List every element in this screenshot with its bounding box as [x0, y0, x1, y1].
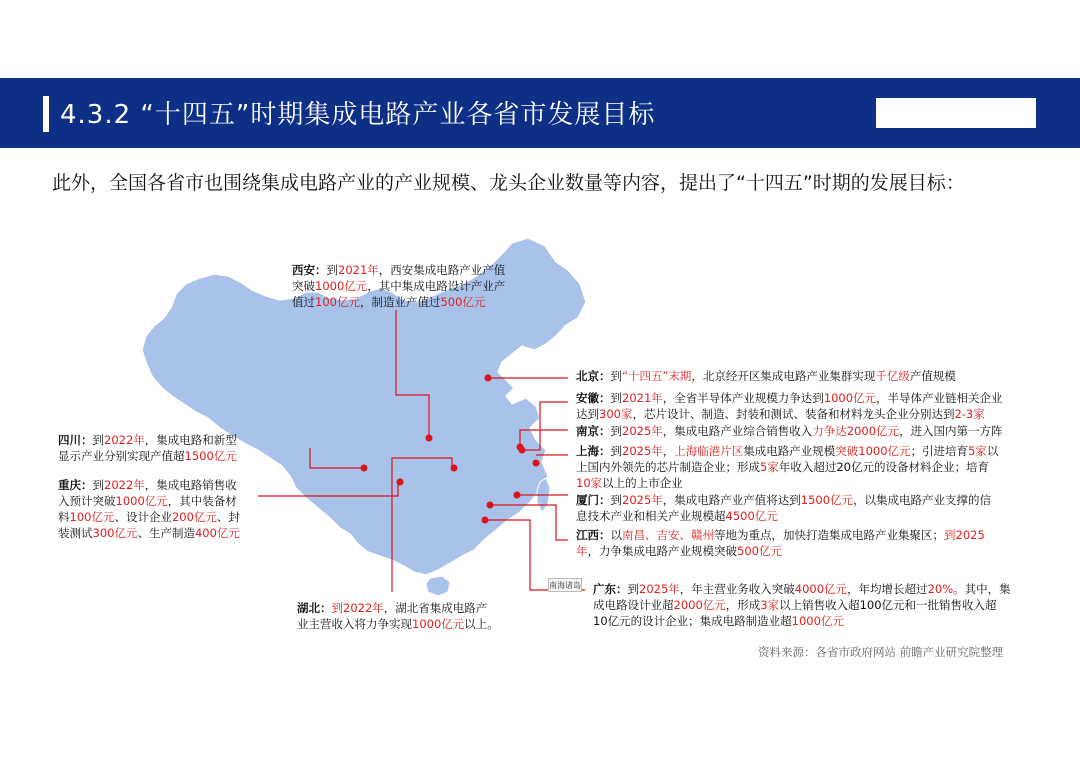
marker-jiangxi [487, 502, 494, 509]
marker-sichuan [361, 465, 368, 472]
marker-nanjing [517, 444, 524, 451]
hainan-island-shape [426, 576, 450, 596]
marker-xiamen [514, 492, 521, 499]
callout-xian: 西安：到2021年，西安集成电路产业产值 突破1000亿元，其中集成电路设计产业产 值过100亿元，制造业产值过500亿元 [292, 263, 506, 309]
marker-xian [426, 435, 433, 442]
callout-nanjing: 南京：到2025年，集成电路产业综合销售收入力争达2000亿元，进入国内第一方阵 [576, 424, 1003, 438]
callout-sichuan: 四川：到2022年，集成电路和新型 显示产业分别实现产值超1500亿元 [58, 433, 237, 463]
source-note: 资料来源：各省市政府网站 前瞻产业研究院整理 [758, 645, 1004, 659]
callout-jiangxi: 江西：以南昌、吉安、赣州等地为重点，加快打造集成电路产业集聚区；到2025 年，力争集成电路产业规模突破500亿元 [576, 528, 985, 558]
callout-guangdong: 广东：到2025年，年主营业务收入突破4000亿元，年均增长超过20%。其中，集 成电路设计业超2000亿元，形成3家以上销售收入超100亿元和一批销售收入超 10亿元的设计企业；集成电路制造业超1000亿元 [593, 582, 1011, 628]
callout-anhui: 安徽：到2021年，全省半导体产业规模力争达到1000亿元，半导体产业链相关企业 达到300家，芯片设计、制造、封装和测试、装备和材料龙头企业分别达到2-3家 [576, 391, 1003, 421]
marker-guangdong [482, 517, 489, 524]
callout-beijing: 北京：到“十四五”末期，北京经开区集成电路产业集群实现千亿级产值规模 [576, 369, 956, 383]
marker-shanghai [533, 460, 540, 467]
marker-chongqing [397, 479, 404, 486]
marker-beijing [485, 375, 492, 382]
page-title: 4.3.2 “十四五”时期集成电路产业各省市发展目标 [60, 100, 656, 130]
callout-hubei: 湖北：到2022年，湖北省集成电路产 业主营收入将力争实现1000亿元以上。 [297, 601, 499, 631]
callout-xiamen: 厦门：到2025年，集成电路产业产值将达到1500亿元，以集成电路产业支撑的信 息技术产业和相关产业规模超4500亿元 [576, 493, 992, 523]
callout-chongqing: 重庆：到2022年，集成电路销售收 入预计突破1000亿元，其中装备材 料100亿元、设计企业200亿元、封 装测试300亿元、生产制造400亿元 [58, 478, 240, 540]
intro-paragraph: 此外，全国各省市也围绕集成电路产业的产业规模、龙头企业数量等内容，提出了“十四五”时期的发展目标： [52, 172, 965, 194]
south-china-sea-islands-label: 南海诸岛 [548, 578, 582, 592]
marker-hubei [451, 465, 458, 472]
callout-shanghai: 上海：到2025年，上海临港片区集成电路产业规模突破1000亿元；引进培育5家以 上国内外领先的芯片制造企业；形成5家年收入超过20亿元的设备材料企业；培育 10家以上的上市企业 [576, 444, 999, 490]
